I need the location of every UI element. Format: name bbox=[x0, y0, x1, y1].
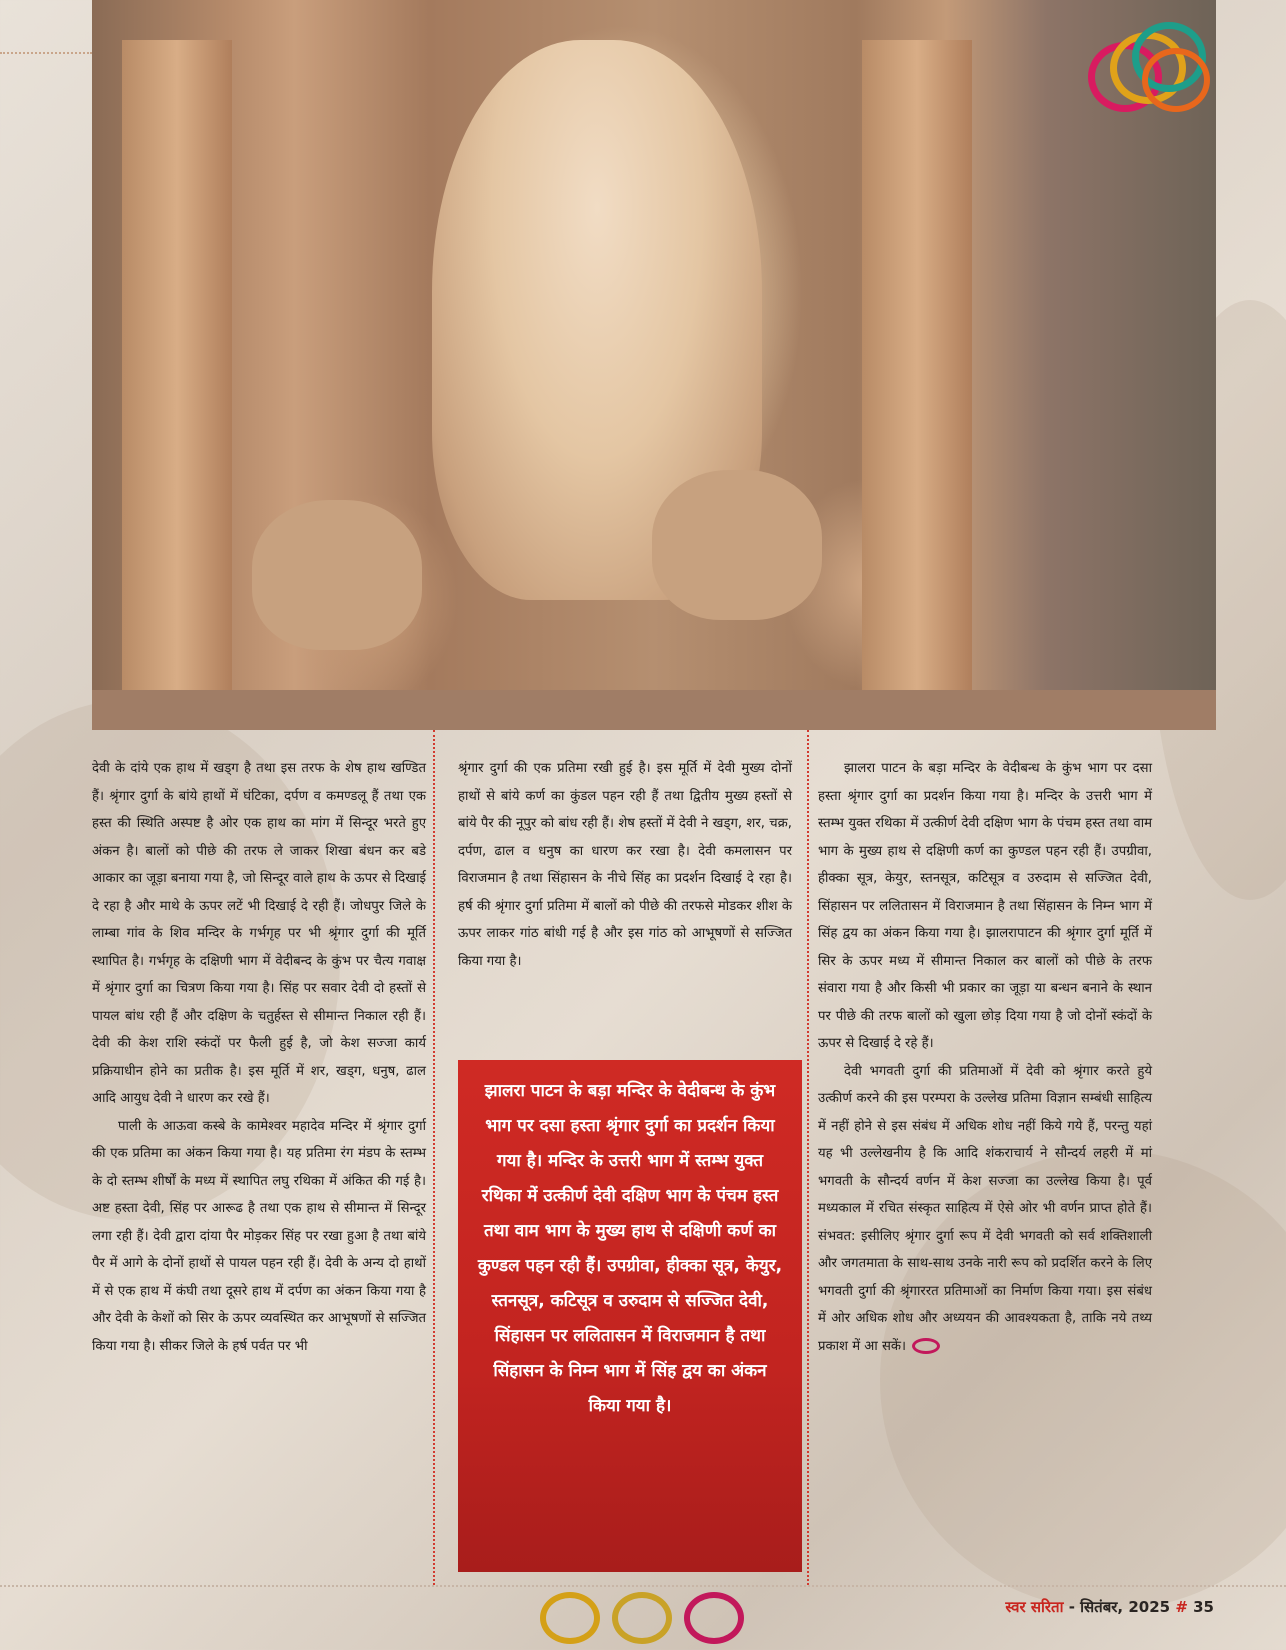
photo-pillar-left bbox=[122, 40, 232, 690]
bangles-ornament-icon bbox=[1088, 22, 1208, 112]
article-paragraph: झालरा पाटन के बड़ा मन्दिर के वेदीबन्ध के कुंभ भाग पर दसा हस्ता श्रृंगार दुर्गा का प्रदर्शन किया गया है। मन्दिर के उत्तरी भाग में स्तम्भ युक्त रथिका में उत्कीर्ण देवी दक्षिण भाग के पंचम हस्त तथा वाम भाग के मुख्य हाथ से दक्षिणी कर्ण का कुण्डल पहन रही हैं। उपग्रीवा, हीक्का सूत्र, केयुर, स्तनसूत्र, कटिसूत्र व उरुदाम से सज्जित देवी, सिंहासन पर ललितासन में विराजमान है तथा सिंहासन के निम्न भाग में सिंह द्वय का अंकन किया गया है। झालरापाटन की श्रृंगार दुर्गा मूर्ति में सिर के ऊपर मध्य में सीमान्त निकाल कर बालों को पीछे के तरफ संवारा गया है और किसी भी प्रकार का जूड़ा या बन्धन बनाने के स्थान पर पीछे की तरफ बालों को खुला छोड़ दिया गया है जो दोनों स्कंदों के ऊपर से दिखाई दे रहे हैं। bbox=[818, 761, 1152, 1051]
pull-quote-text: झालरा पाटन के बड़ा मन्दिर के वेदीबन्ध के कुंभ भाग पर दसा हस्ता श्रृंगार दुर्गा का प्रदर्शन किया गया है। मन्दिर के उत्तरी भाग में स्तम्भ युक्त रथिका में उत्कीर्ण देवी दक्षिण भाग के पंचम हस्त तथा वाम भाग के मुख्य हाथ से दक्षिणी कर्ण का कुण्डल पहन रही हैं। उपग्रीवा, हीक्का सूत्र, केयुर, स्तनसूत्र, कटिसूत्र व उरुदाम से सज्जित देवी, सिंहासन पर ललितासन में विराजमान है तथा सिंहासन के निम्न भाग में सिंह द्वय का अंकन किया गया है। bbox=[477, 1081, 783, 1416]
bangle-icon bbox=[912, 1338, 940, 1354]
magazine-name: स्वर सरिता bbox=[1005, 1598, 1064, 1616]
article-paragraph: श्रृंगार दुर्गा की एक प्रतिमा रखी हुई है। इस मूर्ति में देवी मुख्य दोनों हाथों से बांये कर्ण का कुंडल पहन रही हैं तथा द्वितीय मुख्य हस्तों से बांये पैर की नूपुर को बांध रही हैं। शेष हस्तों में देवी ने खड्ग, शर, चक्र, दर्पण, ढाल व धनुष का धारण कर रखा है। देवी कमलासन पर विराजमान है तथा सिंहासन के नीचे सिंह का प्रदर्शन दिखाई दे रहा है। हर्ष की श्रृंगार दुर्गा प्रतिमा में बालों को पीछे की तरफसे मोडकर शीश के ऊपर लाकर गांठ बांधी गई है और इस गांठ को आभूषणों से सज्जित किया गया है। bbox=[458, 761, 792, 969]
photo-pillar-right bbox=[862, 40, 972, 690]
temple-sculpture-photo bbox=[92, 0, 1216, 730]
page-footer bbox=[1005, 1597, 1214, 1617]
article-column-2 bbox=[458, 755, 792, 975]
decorative-rule bbox=[0, 52, 92, 54]
photo-lion-right bbox=[652, 470, 822, 620]
bangles-footer-icon bbox=[540, 1588, 750, 1640]
article-paragraph-final bbox=[818, 1058, 1152, 1361]
decorative-rule bbox=[0, 1585, 1286, 1587]
article-column-1 bbox=[92, 755, 426, 1360]
column-divider bbox=[807, 730, 809, 1585]
article-column-3 bbox=[818, 755, 1152, 1360]
column-divider bbox=[433, 730, 435, 1585]
pull-quote bbox=[458, 1060, 802, 1572]
hash-symbol: # bbox=[1175, 1598, 1188, 1616]
issue-date: - सितंबर, 2025 bbox=[1063, 1598, 1176, 1616]
article-paragraph: पाली के आऊवा कस्बे के कामेश्वर महादेव मन्दिर में श्रृंगार दुर्गा की एक प्रतिमा का अंकन किया गया है। यह प्रतिमा रंग मंडप के स्तम्भ के दो स्तम्भ शीर्षों के मध्य में स्थापित लघु रथिका में अंकित की गई है। अष्ट हस्ता देवी, सिंह पर आरूढ है तथा एक हाथ से सीमान्त में सिन्दूर लगा रही हैं। देवी द्वारा दांया पैर मोड़कर सिंह पर रखा हुआ है तथा बांये पैर में आगे के दोनों हाथों से पायल पहन रही हैं। देवी के अन्य दो हाथों में से एक हाथ में कंघी तथा दूसरे हाथ में दर्पण का अंकन किया गया है और देवी के केशों को सिर के ऊपर व्यवस्थित कर आभूषणों से सज्जित किया गया है। सीकर जिले के हर्ष पर्वत पर भी bbox=[92, 1118, 426, 1354]
article-paragraph-text: देवी भगवती दुर्गा की प्रतिमाओं में देवी को श्रृंगार करते हुये उत्कीर्ण करने की इस परम्परा के उल्लेख प्रतिमा विज्ञान सम्बंधी साहित्य में नहीं होने से इस संबंध में अधिक शोध नहीं किये गये हैं, परन्तु यहां यह भी उल्लेखनीय है कि आदि शंकराचार्य ने सौन्दर्य लहरी में मां भगवती के सौन्दर्य वर्णन में केश सज्जा का उल्लेख किया है। पूर्व मध्यकाल में रचित संस्कृत साहित्य में ऐसे ओर भी वर्णन प्राप्त होते हैं। संभवत: इसीलिए श्रृंगार दुर्गा रूप में देवी भगवती को सर्व शक्तिशाली और जगतमाता के साथ-साथ उनके नारी रूप को प्रदर्शित करने के लिए भगवती दुर्गा की श्रृंगाररत प्रतिमाओं का निर्माण किया गया। इस संबंध में ओर अधिक शोध और अध्ययन की आवश्यकता है, ताकि नये तथ्य प्रकाश में आ सकें। bbox=[818, 1063, 1152, 1354]
photo-ledge bbox=[92, 690, 1216, 730]
article-paragraph: देवी के दांये एक हाथ में खड्ग है तथा इस तरफ के शेष हाथ खण्डित हैं। श्रृंगार दुर्गा के बांये हाथों में घंटिका, दर्पण व कमण्डलू हैं तथा एक हस्त की स्थिति अस्पष्ट है ओर एक हाथ का मांग में सिन्दूर भरते हुए अंकन है। बालों को पीछे की तरफ ले जाकर शिखा बंधन कर बडे आकार का जूड़ा बनाया गया है, जो सिन्दूर वाले हाथ के ऊपर से दिखाई दे रहा है और माथे के ऊपर लटें भी दिखाई दे रही हैं। जोधपुर जिले के लाम्बा गांव के शिव मन्दिर के गर्भगृह पर भी श्रृंगार दुर्गा की मूर्ति स्थापित है। गर्भगृह के दक्षिणी भाग में वेदीबन्द के कुंभ पर चैत्य गवाक्ष में श्रृंगार दुर्गा का चित्रण किया गया है। सिंह पर सवार देवी दो हस्तों से पायल बांध रही हैं और दक्षिण के चतुर्हस्त से सीमान्त निकाल रही हैं। देवी की केश राशि स्कंदों पर फैली हुई है, जो केश सज्जा कार्य प्रक्रियाधीन होने का प्रतीक है। इस मूर्ति में शर, खड्ग, धनुष, ढाल आदि आयुध देवी ने धारण कर रखे हैं। bbox=[92, 761, 426, 1106]
photo-lion-left bbox=[252, 500, 422, 650]
page-number: 35 bbox=[1187, 1598, 1214, 1616]
